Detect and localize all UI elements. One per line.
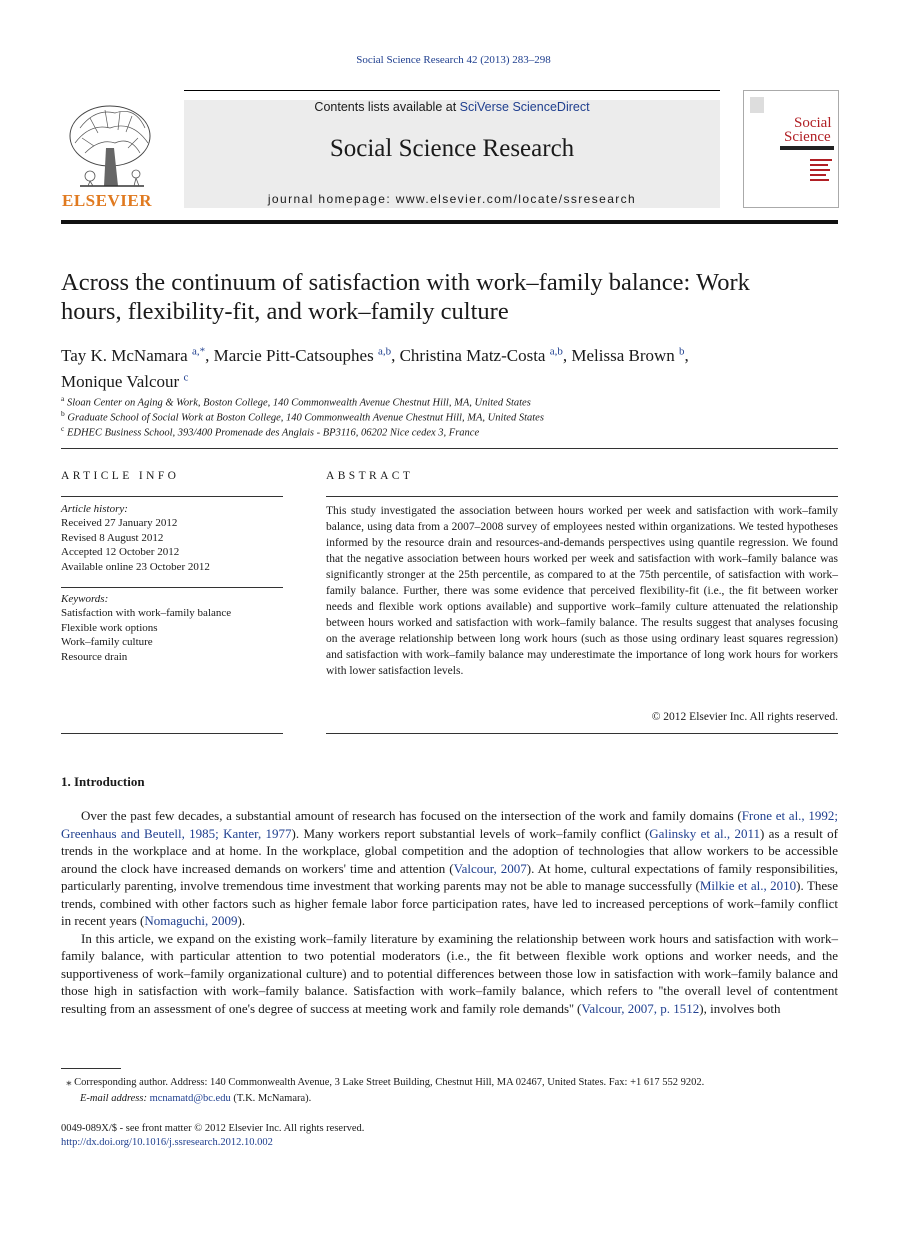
- reference-link[interactable]: Galinsky et al., 2011: [649, 825, 761, 841]
- article-info-heading: ARTICLE INFO: [61, 470, 180, 482]
- abstract-rule: [326, 496, 838, 497]
- sciencedirect-link[interactable]: SciVerse ScienceDirect: [459, 100, 590, 114]
- journal-homepage[interactable]: journal homepage: www.elsevier.com/locate/ssresearch: [267, 192, 637, 206]
- author-affiliation-ref[interactable]: a,b: [549, 345, 563, 357]
- cover-art: [744, 91, 838, 207]
- header-bottom-rule: [61, 220, 838, 224]
- article-info-rule: [61, 496, 283, 497]
- history-revised: Revised 8 August 2012: [61, 531, 164, 544]
- paragraph-text: In this article, we expand on the existing work–family literature by examining the relationship between work hours and satisfaction with work–family balance, with particular attention to two potential moderators (i.e., the fit between flexible work options and worker needs, and the supportiveness of work–family organizational culture) and to potential differences between those low in satisfaction with work–family balance and those high in satisfaction with work–family balance. Satisfaction with work–family balance, which refers to ''the overall level of contentment resulting from an assessment of one's degree of success at meeting work and family role demands'' (: [61, 930, 838, 1016]
- affiliation: $^b$ Graduate School of Social Work at Boston College, 140 Commonwealth Avenue Chestnut Hill, MA, United States: [61, 409, 544, 424]
- journal-citation[interactable]: [0, 54, 907, 66]
- keywords: [61, 592, 283, 664]
- article-info-bottom-rule: [61, 733, 283, 734]
- reference-link[interactable]: Frone et al., 1992; Greenhaus and Beutell, 1985; Kanter, 1977: [61, 808, 838, 841]
- author-list: [61, 340, 838, 393]
- introduction-body: [61, 807, 838, 1017]
- history-online: Available online 23 October 2012: [61, 560, 210, 573]
- cover-title-1: Social: [794, 115, 832, 131]
- affiliation: $^c$ EDHEC Business School, 393/400 Promenade des Anglais - BP3116, 06202 Nice cedex 3, France: [61, 424, 480, 439]
- abstract-bottom-rule: [326, 733, 838, 734]
- doi-link[interactable]: http://dx.doi.org/10.1016/j.ssresearch.2012.10.002: [61, 1137, 273, 1148]
- abstract-heading: ABSTRACT: [326, 470, 414, 482]
- reference-link[interactable]: Valcour, 2007, p. 1512: [581, 1000, 700, 1016]
- keyword: Resource drain: [61, 650, 128, 663]
- keywords-label: Keywords:: [61, 593, 109, 605]
- section-heading-introduction: 1. Introduction: [61, 774, 145, 789]
- author-affiliation-ref[interactable]: a,*: [191, 345, 206, 357]
- paragraph-text: ), involves both: [699, 1000, 781, 1016]
- intro-paragraph-1: [61, 807, 838, 930]
- contents-availability: [184, 100, 720, 114]
- author-affiliation-ref[interactable]: a,b: [377, 345, 392, 357]
- reference-link[interactable]: Milkie et al., 2010: [699, 878, 797, 893]
- paragraph-text: ). At home, cultural expectations of family responsibilities, particularly parenting, involve tremendous time investment that working parents may not be able to manage successfully (: [61, 860, 839, 893]
- keyword: Flexible work options: [61, 621, 158, 634]
- article-title-line-2: hours, flexibility-fit, and work–family culture: [61, 298, 509, 325]
- keyword: Work–family culture: [61, 636, 153, 649]
- author[interactable]: Melissa Brown $^b$,: [571, 345, 689, 365]
- footnote-star: ⁎: [66, 1077, 72, 1088]
- history-received: Received 27 January 2012: [61, 517, 178, 530]
- intro-paragraph-2: [61, 930, 838, 1018]
- email-link[interactable]: mcnamatd@bc.edu: [149, 1093, 231, 1104]
- paragraph-text: Over the past few decades, a substantial amount of research has focused on the intersection of the work and family domains (: [81, 808, 742, 823]
- author-affiliation-ref[interactable]: b: [679, 345, 685, 357]
- paragraph-text: ). These trends, combined with other factors such as higher female labor force participation rates, have led to increased perceptions of work–family conflict in recent years (: [61, 878, 838, 928]
- journal-cover-thumbnail[interactable]: [743, 90, 839, 208]
- paragraph-text: ) as a result of trends in the workplace and at home. In the workplace, global competition and the adoption of technologies that allow workers to be accessible around the clock have increased demands on workers' time and attention (: [61, 825, 838, 876]
- reference-link[interactable]: Nomaguchi, 2009: [144, 913, 238, 928]
- author[interactable]: Monique Valcour $^c$: [61, 371, 189, 392]
- abstract-copyright: © 2012 Elsevier Inc. All rights reserved.: [651, 711, 838, 723]
- journal-name: Social Science Research: [329, 135, 575, 162]
- keywords-rule: [61, 587, 283, 588]
- journal-citation-link[interactable]: Social Science Research 42 (2013) 283–298: [356, 54, 551, 66]
- elsevier-wordmark: ELSEVIER: [62, 191, 152, 210]
- reference-link[interactable]: Valcour, 2007: [453, 860, 527, 876]
- contents-prefix: Contents lists available at: [314, 100, 460, 114]
- footnote-rule: [61, 1068, 121, 1069]
- cover-title-2: Science: [784, 129, 831, 145]
- paragraph-text: ).: [237, 913, 246, 928]
- article-title-line-1: Across the continuum of satisfaction with work–family balance: Work: [61, 269, 750, 296]
- section-divider: [61, 448, 838, 449]
- author[interactable]: Marcie Pitt-Catsouphes $^{a,b}$,: [213, 345, 400, 365]
- header-top-rule: [184, 90, 720, 91]
- corresponding-author-note: ⁎ Corresponding author. Address: 140 Commonwealth Avenue, 3 Lake Street Building, Chestnut Hill, MA 02467, United States. Fax: +1 617 552 9202.: [66, 1077, 705, 1088]
- author[interactable]: Christina Matz-Costa $^{a,b}$,: [399, 345, 572, 365]
- author-affiliation-ref[interactable]: c: [183, 371, 189, 384]
- issn-line: 0049-089X/$ - see front matter © 2012 Elsevier Inc. All rights reserved.: [61, 1123, 365, 1134]
- paragraph-text: ). Many workers report substantial levels of work–family conflict (: [291, 825, 650, 841]
- article-title: [61, 268, 838, 326]
- abstract-text: This study investigated the association between hours worked per week and satisfaction with work–family balance, using data from a 2007–2008 survey of employees nested within organizations. We tested hypotheses informed by the resource drain and resources-and-demands perspectives using quantile regression. We found that the negative association between hours worked per week and satisfaction with work–family balance was significantly stronger at the 25th percentile, as compared to at the 75th percentile, of satisfaction with work–family balance. Further, there was some evidence that perceived flexibility-fit (i.e., the fit between worker needs and flexible work options available) and supportive work–family culture attenuated the relationship between hours worked and satisfaction with work–family balance. The results suggest that analyses focusing on the average relationship between long work hours (such as those using ordinary least squares regression) and satisfaction with work–family balance may underestimate the importance of long work hours for workers with lower satisfaction levels.: [326, 505, 838, 677]
- article-history: [61, 502, 283, 574]
- history-accepted: Accepted 12 October 2012: [61, 546, 180, 559]
- keyword: Satisfaction with work–family balance: [61, 607, 232, 620]
- email-note: E-mail address: mcnamatd@bc.edu (T.K. McNamara).: [80, 1093, 312, 1104]
- author[interactable]: Tay K. McNamara $^{a,*}$,: [61, 345, 214, 365]
- history-label: Article history:: [61, 503, 128, 515]
- affiliation: $^a$ Sloan Center on Aging & Work, Boston College, 140 Commonwealth Avenue Chestnut Hill, MA, United States: [61, 394, 531, 409]
